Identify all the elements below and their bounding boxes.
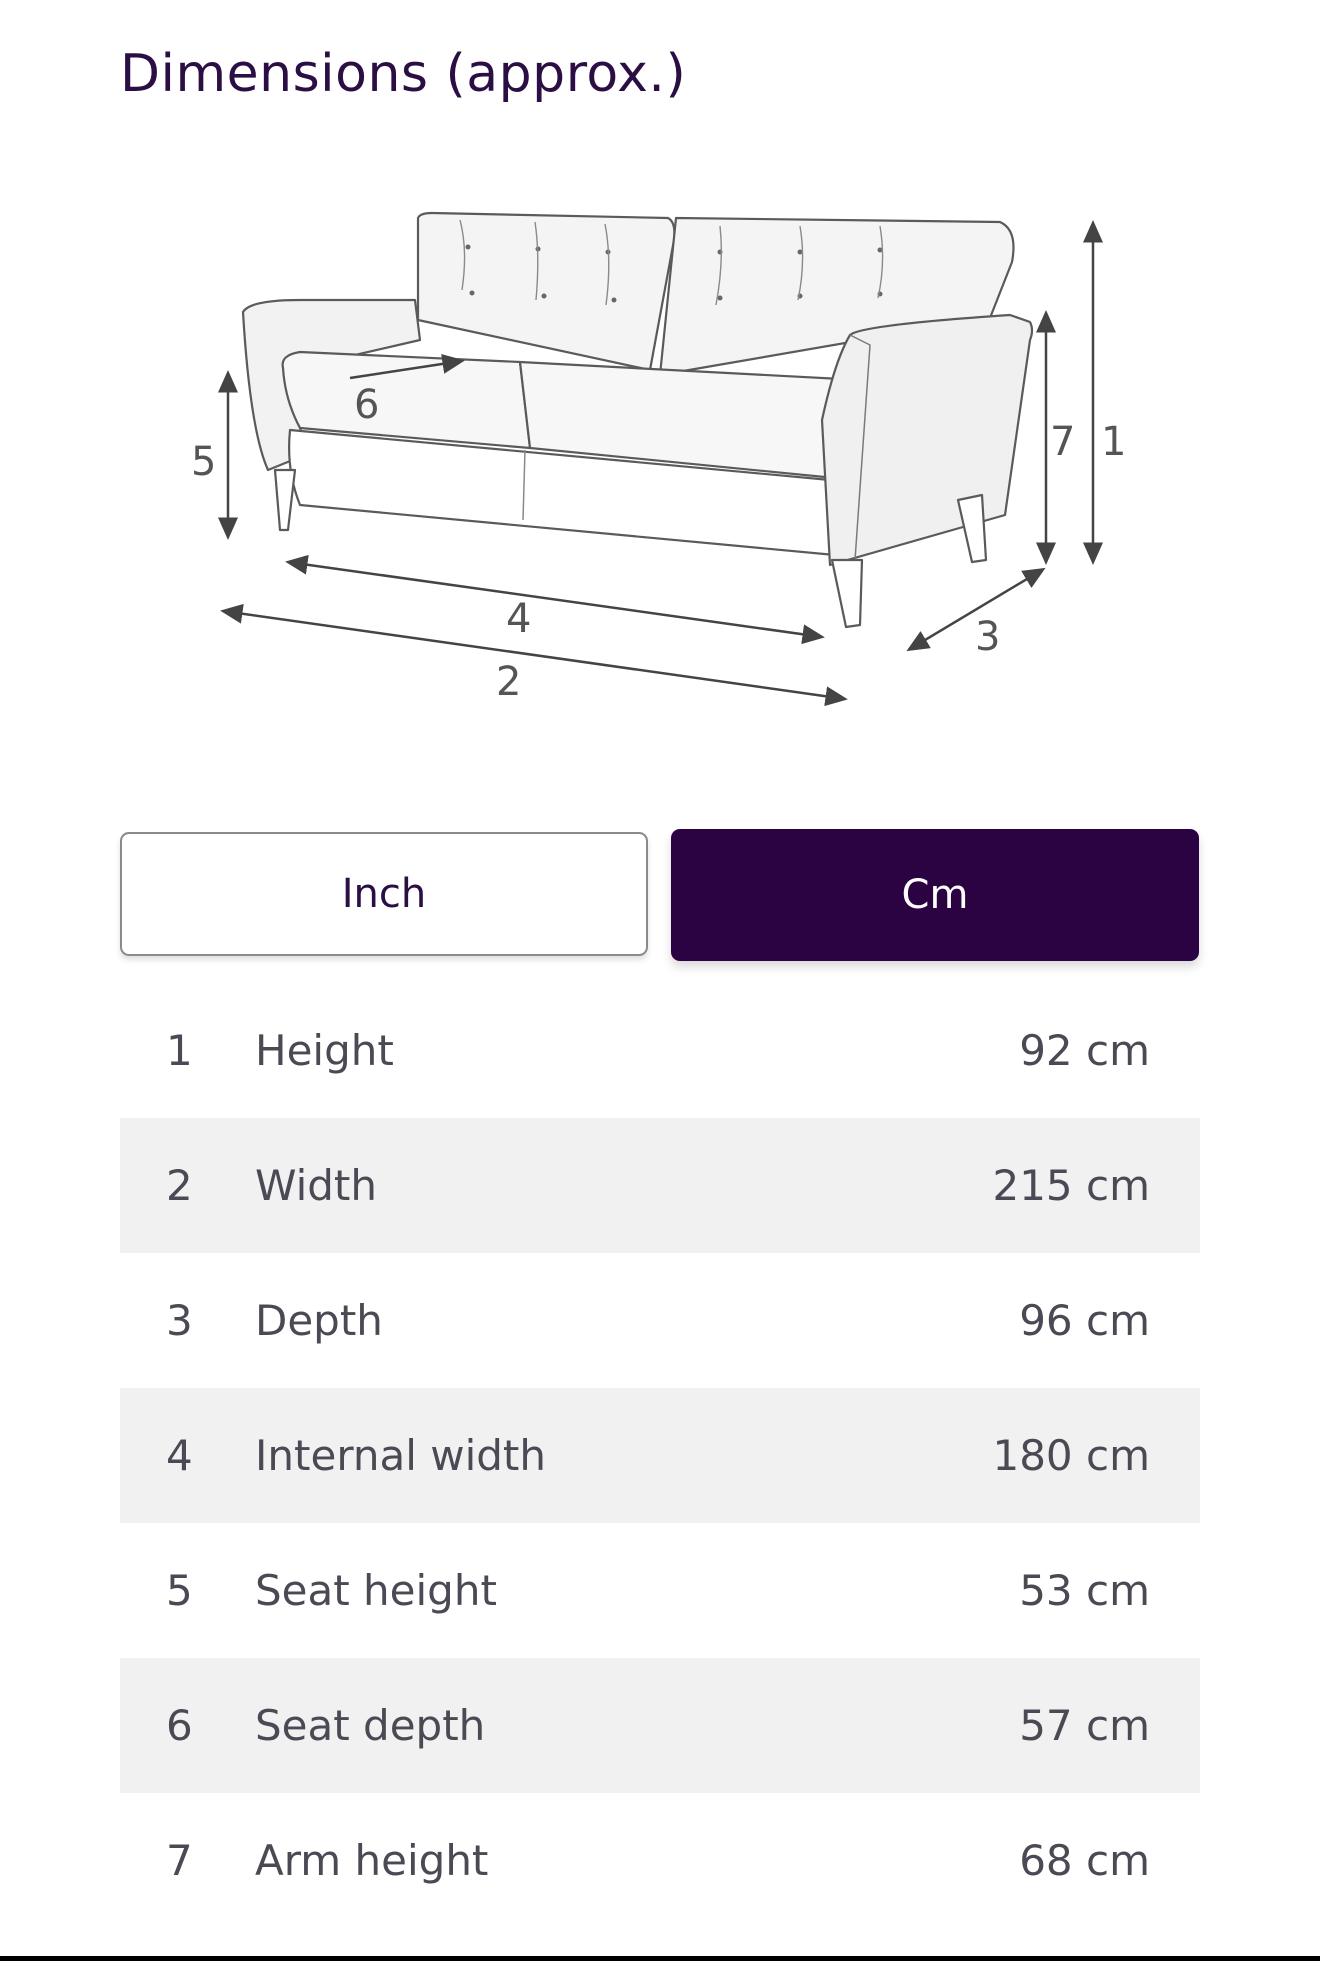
bottom-divider [0, 1956, 1320, 1961]
row-value: 53 cm [1019, 1566, 1150, 1615]
row-number: 3 [166, 1296, 193, 1345]
row-label: Height [255, 1026, 394, 1075]
page-title: Dimensions (approx.) [120, 44, 687, 104]
dimensions-table [120, 983, 1200, 1928]
row-label: Internal width [255, 1431, 546, 1480]
callout-5: 5 [191, 439, 217, 485]
table-row [120, 983, 1200, 1118]
row-number: 7 [166, 1836, 193, 1885]
row-label: Seat depth [255, 1701, 486, 1750]
table-row [120, 1118, 1200, 1253]
row-label: Depth [255, 1296, 383, 1345]
row-number: 4 [166, 1431, 193, 1480]
row-number: 6 [166, 1701, 193, 1750]
row-label: Seat height [255, 1566, 497, 1615]
callout-1: 1 [1101, 419, 1127, 465]
dimension-arrow-4 [295, 563, 815, 636]
callout-4: 4 [506, 596, 532, 642]
row-number: 5 [166, 1566, 193, 1615]
row-value: 68 cm [1019, 1836, 1150, 1885]
cm-button[interactable]: Cm [671, 829, 1199, 961]
row-value: 92 cm [1019, 1026, 1150, 1075]
callout-3: 3 [975, 614, 1001, 660]
callout-7: 7 [1050, 419, 1076, 465]
table-row [120, 1253, 1200, 1388]
callout-6: 6 [354, 382, 380, 428]
table-row [120, 1658, 1200, 1793]
table-row [120, 1523, 1200, 1658]
table-row [120, 1793, 1200, 1928]
row-number: 2 [166, 1161, 193, 1210]
callout-2: 2 [496, 659, 522, 705]
row-label: Width [255, 1161, 378, 1210]
dimension-arrow-2 [230, 612, 838, 698]
row-value: 215 cm [992, 1161, 1150, 1210]
row-value: 57 cm [1019, 1701, 1150, 1750]
row-value: 180 cm [992, 1431, 1150, 1480]
row-label: Arm height [255, 1836, 489, 1885]
sofa-dimension-diagram [0, 190, 1320, 730]
row-number: 1 [166, 1026, 193, 1075]
table-row [120, 1388, 1200, 1523]
row-value: 96 cm [1019, 1296, 1150, 1345]
unit-toggle [120, 829, 1200, 961]
inch-button[interactable]: Inch [120, 832, 648, 956]
